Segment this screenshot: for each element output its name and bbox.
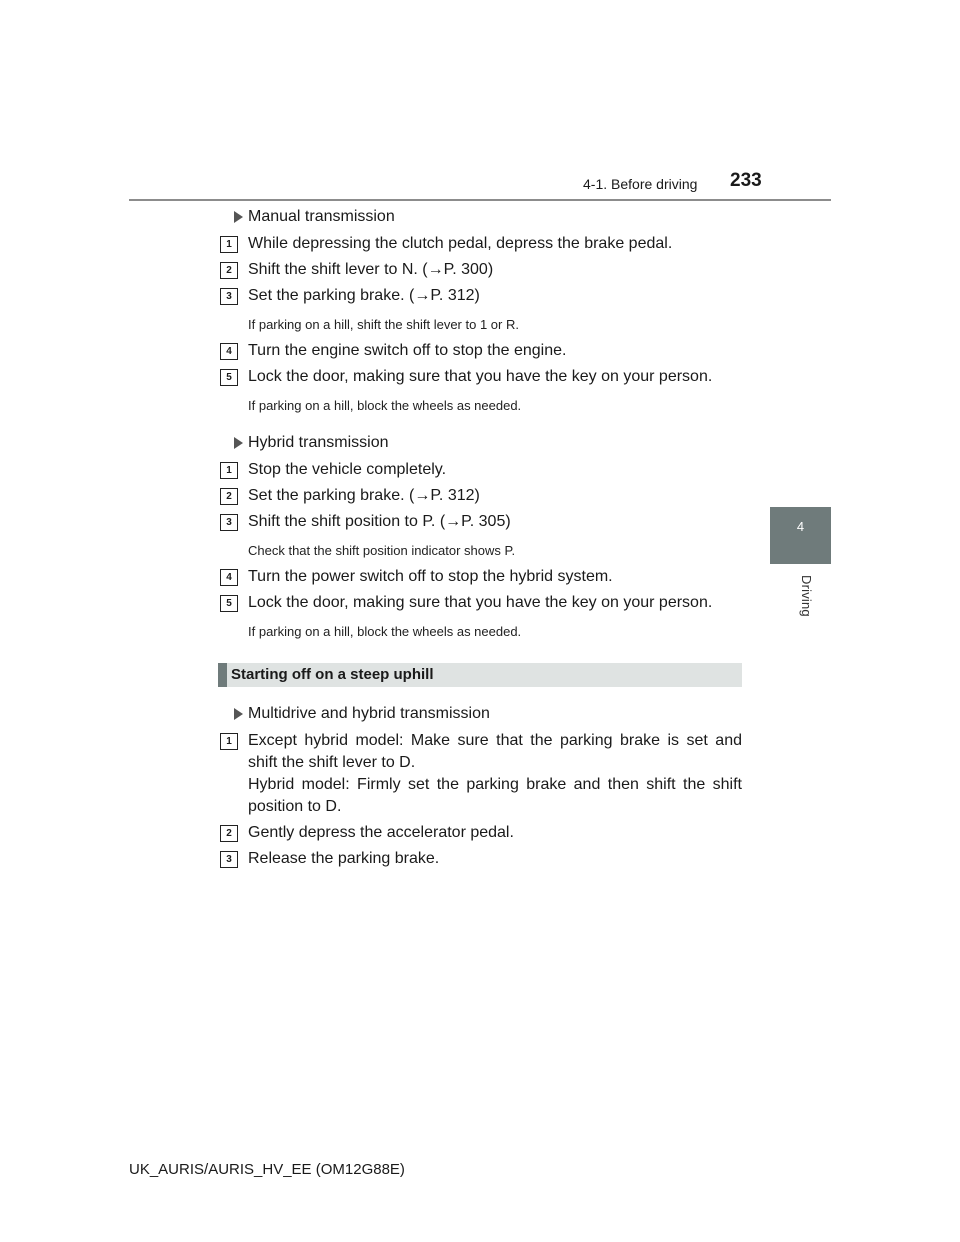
step-number-box: 2 (220, 262, 238, 279)
step: 2 Set the parking brake. (→P. 312) (218, 485, 742, 507)
step-number-box: 4 (220, 343, 238, 360)
triangle-bullet-icon (234, 437, 243, 449)
chapter-tab-number: 4 (796, 519, 805, 534)
step: 1 Stop the vehicle completely. (218, 459, 742, 481)
header-section-title: 4-1. Before driving (583, 176, 698, 192)
step: 2 Shift the shift lever to N. (→P. 300) (218, 259, 742, 281)
step: 5 Lock the door, making sure that you have the key on your person. (218, 366, 742, 388)
step-number-box: 1 (220, 236, 238, 253)
note: If parking on a hill, block the wheels as needed. (248, 624, 522, 639)
step: 3 Release the parking brake. (218, 848, 742, 870)
step-number-box: 5 (220, 595, 238, 612)
note: If parking on a hill, shift the shift lever to 1 or R. (248, 317, 519, 332)
triangle-bullet-icon (234, 708, 243, 720)
step-number-box: 1 (220, 733, 238, 750)
step: 4 Turn the power switch off to stop the hybrid system. (218, 566, 742, 588)
note: If parking on a hill, block the wheels as needed. (248, 398, 522, 413)
step-number-box: 3 (220, 288, 238, 305)
page-number: 233 (730, 170, 762, 191)
hybrid-transmission-header: Hybrid transmission (218, 430, 742, 455)
section-heading-steep-uphill: Starting off on a steep uphill (218, 663, 742, 687)
step: 2 Gently depress the accelerator pedal. (218, 822, 742, 844)
step: 3 Shift the shift position to P. (→P. 305) (218, 511, 742, 533)
step-number-box: 4 (220, 569, 238, 586)
step-number-box: 2 (220, 825, 238, 842)
manual-transmission-header: Manual transmission (218, 204, 742, 229)
chapter-tab[interactable] (770, 507, 831, 564)
step-number-box: 3 (220, 514, 238, 531)
chapter-tab-label: Driving (799, 575, 814, 617)
step-number-box: 3 (220, 851, 238, 868)
footer-document-code: UK_AURIS/AURIS_HV_EE (OM12G88E) (129, 1161, 405, 1178)
step-number-box: 1 (220, 462, 238, 479)
step-number-box: 2 (220, 488, 238, 505)
note: Check that the shift position indicator shows P. (248, 543, 516, 558)
step: 3 Set the parking brake. (→P. 312) (218, 285, 742, 307)
step: 5 Lock the door, making sure that you have the key on your person. (218, 592, 742, 614)
step: 1 Except hybrid model: Make sure that the parking brake is set and shift the shift lever to D. Hybrid model: Firmly set the parking brake and then shift the shift position to D. (218, 730, 742, 818)
step: 4 Turn the engine switch off to stop the engine. (218, 340, 742, 362)
triangle-bullet-icon (234, 211, 243, 223)
main-content (218, 204, 742, 870)
step-number-box: 5 (220, 369, 238, 386)
header-rule (129, 199, 831, 201)
multidrive-hybrid-header: Multidrive and hybrid transmission (218, 701, 742, 726)
step: 1 While depressing the clutch pedal, depress the brake pedal. (218, 233, 742, 255)
